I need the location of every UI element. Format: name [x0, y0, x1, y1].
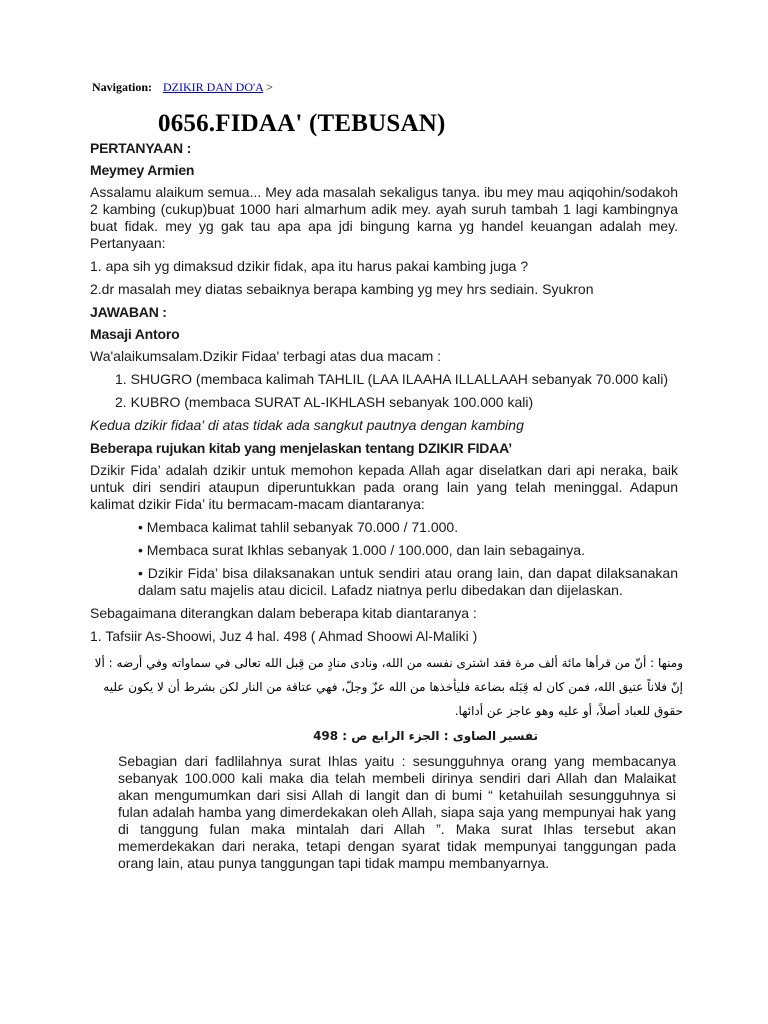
nav-separator: >	[266, 80, 273, 94]
bullet-item-1: • Membaca kalimat tahlil sebanyak 70.000 / 71.000.	[138, 519, 459, 535]
kitab-reference-1: 1. Tafsiir As-Shoowi, Juz 4 hal. 498 ( Ahmad Shoowi Al-Maliki )	[90, 628, 478, 644]
nav-link-dzikir[interactable]: DZIKIR DAN DO'A	[163, 80, 264, 94]
translation-quote: Sebagian dari fadlilahnya surat Ihlas yaitu : sesungguhnya orang yang membacanya sebanyak 100.000 kali maka dia telah membeli dirinya sendiri dari Allah dan Malaikat akan mengumumkan dari sisi Allah di langit dan di bumi “ ketahuilah sesungguhnya si fulan adalah hamba yang dimerdekakan oleh Allah, siapa saja yang mempunyai hak yang di tanggung fulan maka mintalah dari Allah ”. Maka surat Ihlas tersebut akan memerdekakan dari neraka, tetapi dengan syarat tidak mempunyai tanggungan pada orang lain, atau punya tanggungan tapi tidak mampu membanyarnya.	[118, 753, 676, 871]
answer-author: Masaji Antoro	[90, 326, 180, 342]
page-title: 0656.FIDAA' (TEBUSAN)	[158, 110, 446, 137]
question-item-2: 2.dr masalah mey diatas sebaiknya berapa kambing yg mey hrs sediain. Syukron	[90, 281, 594, 297]
answer-item-2: 2. KUBRO (membaca SURAT AL-IKHLASH sebanyak 100.000 kali)	[115, 394, 534, 410]
references-heading: Beberapa rujukan kitab yang menjelaskan tentang DZIKIR FIDAA’	[90, 440, 512, 456]
answer-note: Kedua dzikir fidaa' di atas tidak ada sangkut pautnya dengan kambing	[90, 417, 524, 433]
answer-heading: JAWABAN :	[90, 304, 167, 320]
fida-description: Dzikir Fida’ adalah dzikir untuk memohon kepada Allah agar diselatkan dari api neraka, baik untuk diri sendiri ataupun diperuntukkan pada orang lain yang telah meninggal. Adapun kalimat dzikir Fida’ itu bermacam-macam diantaranya:	[90, 462, 678, 512]
breadcrumb	[92, 80, 273, 95]
question-item-1: 1. apa sih yg dimaksud dzikir fidak, apa itu harus pakai kambing juga ?	[90, 258, 529, 274]
question-body: Assalamu alaikum semua... Mey ada masalah sekaligus tanya. ibu mey mau aqiqohin/sodakoh 2 kambing (cukup)buat 1000 hari almarhum adik mey. ayah suruh tambah 1 lagi kambingnya buat fidak. mey yg gak tau apa apa jdi bingung karna yg handel keuangan adalah mey. Pertanyaan:	[90, 184, 678, 251]
arabic-quote: ومنها : أنّ من قرأها مائة ألف مرة فقد اشترى نفسه من الله، ونادى منادٍ من قِبل الله تعالى في سماواته وفي أرضه : ألا إنّ فلاناً عتيق الله، فمن كان له قِبَله بضاعة فليأخذها من الله عزّ وجلّ، فهي عتاقة من النار لكن بشرط أن لا يكون عليه حقوق للعباد أصلاً، أو عليه وهو عاجز عن أدائها.	[94, 656, 683, 718]
bullet-item-3: • Dzikir Fida’ bisa dilaksanakan untuk sendiri atau orang lain, dan dapat dilaksanakan dalam satu majelis atau dicicil. Lafadz niatnya perlu dibedakan dan dijelaskan.	[138, 565, 678, 598]
bullet-item-2: • Membaca surat Ikhlas sebanyak 1.000 / 100.000, dan lain sebagainya.	[138, 542, 585, 558]
question-heading: PERTANYAAN :	[90, 140, 192, 156]
kitab-intro: Sebagaimana diterangkan dalam beberapa kitab diantaranya :	[90, 605, 477, 621]
nav-label: Navigation:	[92, 80, 152, 94]
arabic-source-reference: تفسير الصاوى : الجزء الرابع ص : 498	[313, 729, 538, 743]
article-body	[90, 140, 683, 878]
answer-item-1: 1. SHUGRO (membaca kalimah TAHLIL (LAA ILAAHA ILLALLAAH sebanyak 70.000 kali)	[115, 371, 668, 387]
question-author: Meymey Armien	[90, 162, 195, 178]
answer-intro: Wa'alaikumsalam.Dzikir Fidaa' terbagi atas dua macam :	[90, 348, 442, 364]
